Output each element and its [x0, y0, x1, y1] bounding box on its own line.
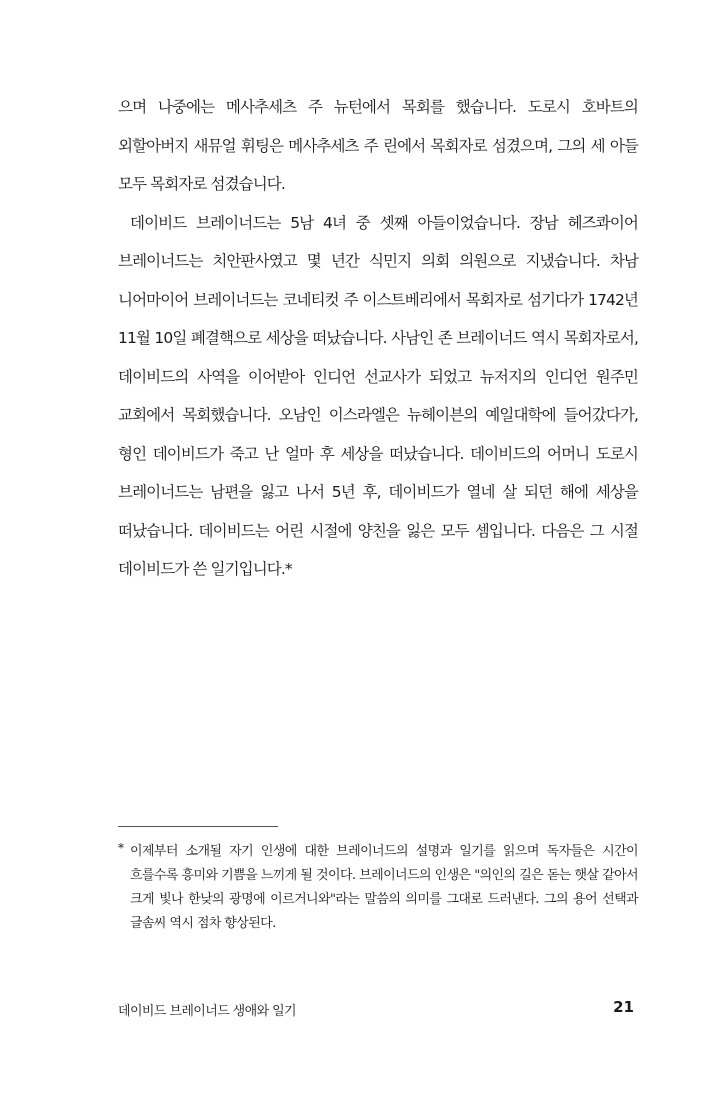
footnote-mark: * — [118, 841, 124, 855]
footnote-text: 이제부터 소개될 자기 인생에 대한 브레이너드의 설명과 일기를 읽으며 독자들은 시간이 흐를수록 흥미와 기쁨을 느끼게 될 것이다. 브레이너드의 인생은 "의인의 길은 돋는 햇살 같아서 크게 빛나 한낮의 광명에 이르거니와"라는 말씀의 의미를 그대로 드러낸다. 그의 용어 선택과 글솜씨 역시 점차 향상된다. — [130, 844, 638, 931]
body-text — [118, 88, 638, 589]
footnote — [118, 840, 638, 936]
running-footer-title: 데이비드 브레이너드 생애와 일기 — [118, 1004, 297, 1019]
footnote-divider — [118, 826, 278, 827]
paragraph-brainerd-family: 데이비드 브레이너드는 5남 4녀 중 셋째 아들이었습니다. 장남 헤즈콰이어 브레이너드는 치안판사였고 몇 년간 식민지 의회 의원으로 지냈습니다. 차남 니어마이어 브레이너드는 코네티컷 주 이스트베리에서 목회자로 섬기다가 1742년 11월 10일 폐결핵으로 세상을 떠났습니다. 사남인 존 브레이너드 역시 목회자로서, 데이비드의 사역을 이어받아 인디언 선교사가 되었고 뉴저지의 인디언 원주민 교회에서 목회했습니다. 오남인 이스라엘은 뉴헤이븐의 예일대학에 들어갔다가, 형인 데이비드가 죽고 난 얼마 후 세상을 떠났습니다. 데이비드의 어머니 도로시 브레이너드는 남편을 잃고 나서 5년 후, 데이비드가 열네 살 되던 해에 세상을 떠났습니다. 데이비드는 어린 시절에 양친을 잃은 모두 셈입니다. 다음은 그 시절 데이비드가 쓴 일기입니다.* — [118, 213, 638, 578]
paragraph-continued: 으며 나중에는 메사추세츠 주 뉴턴에서 목회를 했습니다. 도로시 호바트의 외할아버지 새뮤얼 휘팅은 메사추세츠 주 린에서 목회자로 섬겼으며, 그의 세 아들 모두 목회자로 섬겼습니다. — [118, 98, 638, 193]
page-number: 21 — [613, 998, 634, 1016]
